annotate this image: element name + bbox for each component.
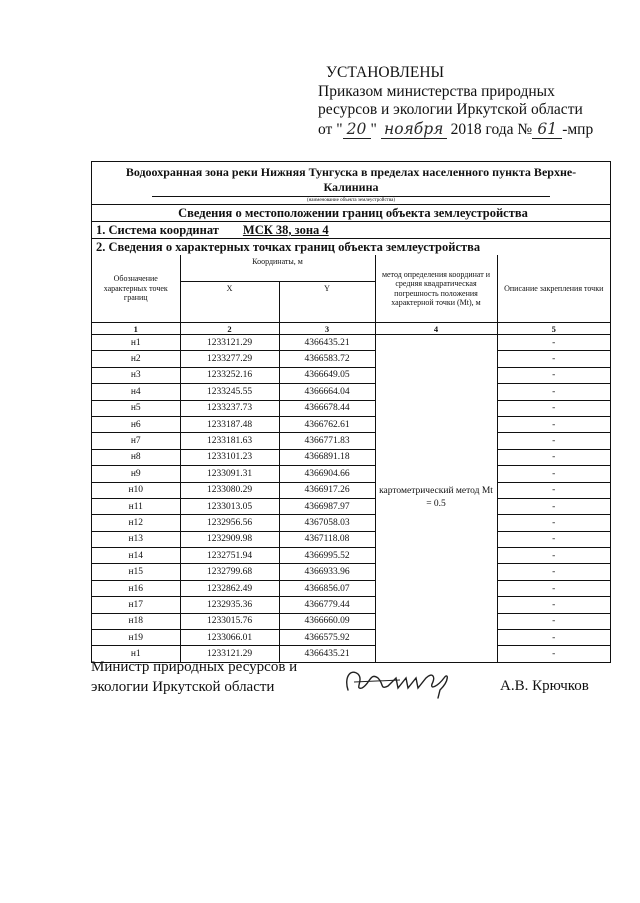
table-row bbox=[92, 416, 610, 432]
signer-position-line-2: экологии Иркутской области bbox=[91, 679, 275, 695]
desc-cell: - bbox=[497, 433, 610, 449]
desc-cell: - bbox=[497, 466, 610, 482]
y-cell: 4366917.26 bbox=[279, 482, 375, 498]
handwritten-month: ноября bbox=[381, 120, 447, 140]
point-cell: н1 bbox=[92, 646, 180, 662]
table-row bbox=[92, 384, 610, 400]
point-cell: н7 bbox=[92, 433, 180, 449]
col-header-y: Y bbox=[279, 282, 375, 323]
x-cell: 1232935.36 bbox=[180, 597, 279, 613]
x-cell: 1233252.16 bbox=[180, 367, 279, 383]
y-cell: 4366435.21 bbox=[279, 646, 375, 662]
desc-cell: - bbox=[497, 597, 610, 613]
boundary-info-form bbox=[91, 161, 611, 663]
col-header-desc: Описание закрепления точки bbox=[497, 255, 610, 323]
desc-cell: - bbox=[497, 498, 610, 514]
point-cell: н16 bbox=[92, 580, 180, 596]
x-cell: 1233091.31 bbox=[180, 466, 279, 482]
x-cell: 1233121.29 bbox=[180, 646, 279, 662]
object-title: Водоохранная зона реки Нижняя Тунгуска в пределах населенного пункта Верхне-Калинина bbox=[125, 165, 577, 194]
x-cell: 1233237.73 bbox=[180, 400, 279, 416]
x-cell: 1233066.01 bbox=[180, 630, 279, 646]
order-suffix: -мпр bbox=[562, 120, 594, 138]
table-row bbox=[92, 466, 610, 482]
table-row bbox=[92, 351, 610, 367]
desc-cell: - bbox=[497, 548, 610, 564]
point-cell: н2 bbox=[92, 351, 180, 367]
y-cell: 4366678.44 bbox=[279, 400, 375, 416]
signer-position-line-1: Министр природных ресурсов и bbox=[91, 659, 298, 675]
desc-cell: - bbox=[497, 482, 610, 498]
signer-position bbox=[91, 657, 297, 697]
col-header-method: метод определения координат и средняя квадратическая погрешность положения характерной точки (Mt), м bbox=[375, 255, 497, 323]
table-row bbox=[92, 498, 610, 514]
signer-name: А.В. Крючков bbox=[500, 678, 589, 694]
desc-cell: - bbox=[497, 531, 610, 547]
y-cell: 4366762.61 bbox=[279, 416, 375, 432]
table-row bbox=[92, 335, 610, 351]
point-cell: н6 bbox=[92, 416, 180, 432]
desc-cell: - bbox=[497, 613, 610, 629]
x-cell: 1233013.05 bbox=[180, 498, 279, 514]
date-mid: " bbox=[370, 120, 377, 138]
table-row bbox=[92, 548, 610, 564]
x-cell: 1232862.49 bbox=[180, 580, 279, 596]
point-cell: н1 bbox=[92, 335, 180, 351]
point-cell: н3 bbox=[92, 367, 180, 383]
x-cell: 1233277.29 bbox=[180, 351, 279, 367]
point-cell: н10 bbox=[92, 482, 180, 498]
col-header-x: X bbox=[180, 282, 279, 323]
x-cell: 1233080.29 bbox=[180, 482, 279, 498]
table-row bbox=[92, 367, 610, 383]
section-heading: Сведения о местоположении границ объекта землеустройства bbox=[92, 204, 610, 221]
x-cell: 1232751.94 bbox=[180, 548, 279, 564]
points-table bbox=[92, 255, 610, 662]
point-cell: н8 bbox=[92, 449, 180, 465]
desc-cell: - bbox=[497, 646, 610, 662]
col-index-2: 2 bbox=[180, 323, 279, 335]
y-cell: 4366933.96 bbox=[279, 564, 375, 580]
point-cell: н18 bbox=[92, 613, 180, 629]
handwritten-order-number: 61 bbox=[532, 120, 562, 140]
y-cell: 4366660.09 bbox=[279, 613, 375, 629]
y-cell: 4366856.07 bbox=[279, 580, 375, 596]
coordinate-system-label: 1. Система координат bbox=[96, 223, 219, 237]
x-cell: 1232799.68 bbox=[180, 564, 279, 580]
desc-cell: - bbox=[497, 351, 610, 367]
y-cell: 4366891.18 bbox=[279, 449, 375, 465]
y-cell: 4366435.21 bbox=[279, 335, 375, 351]
desc-cell: - bbox=[497, 449, 610, 465]
x-cell: 1233121.29 bbox=[180, 335, 279, 351]
y-cell: 4366771.83 bbox=[279, 433, 375, 449]
handwritten-signature bbox=[340, 660, 460, 700]
col-index-1: 1 bbox=[92, 323, 180, 335]
table-row bbox=[92, 613, 610, 629]
table-row bbox=[92, 564, 610, 580]
desc-cell: - bbox=[497, 335, 610, 351]
point-cell: н15 bbox=[92, 564, 180, 580]
object-title-caption: (наименование объекта землеустройства) bbox=[152, 196, 550, 204]
y-cell: 4366779.44 bbox=[279, 597, 375, 613]
col-index-3: 3 bbox=[279, 323, 375, 335]
col-header-point: Обозначение характерных точек границ bbox=[92, 255, 180, 323]
point-cell: н5 bbox=[92, 400, 180, 416]
points-heading: 2. Сведения о характерных точках границ объекта землеустройства bbox=[92, 238, 610, 255]
y-cell: 4367118.08 bbox=[279, 531, 375, 547]
coordinate-system-row bbox=[92, 221, 610, 238]
y-cell: 4366904.66 bbox=[279, 466, 375, 482]
approval-heading: УСТАНОВЛЕНЫ bbox=[326, 64, 445, 81]
date-prefix: от " bbox=[318, 120, 343, 138]
y-cell: 4366987.97 bbox=[279, 498, 375, 514]
col-header-coords: Координаты, м bbox=[180, 255, 375, 282]
y-cell: 4366583.72 bbox=[279, 351, 375, 367]
desc-cell: - bbox=[497, 580, 610, 596]
table-row bbox=[92, 580, 610, 596]
table-row bbox=[92, 531, 610, 547]
method-cell: картометрический метод Mt = 0.5 bbox=[375, 335, 497, 662]
y-cell: 4366575.92 bbox=[279, 630, 375, 646]
point-cell: н11 bbox=[92, 498, 180, 514]
point-cell: н13 bbox=[92, 531, 180, 547]
point-cell: н14 bbox=[92, 548, 180, 564]
y-cell: 4366649.05 bbox=[279, 367, 375, 383]
handwritten-day: 20 bbox=[343, 120, 371, 140]
approval-line-3: ресурсов и экологии Иркутской области bbox=[318, 101, 583, 118]
desc-cell: - bbox=[497, 630, 610, 646]
x-cell: 1233187.48 bbox=[180, 416, 279, 432]
x-cell: 1233245.55 bbox=[180, 384, 279, 400]
coordinate-system-value: МСК 38, зона 4 bbox=[242, 223, 329, 237]
x-cell: 1233181.63 bbox=[180, 433, 279, 449]
y-cell: 4366995.52 bbox=[279, 548, 375, 564]
approval-line-2: Приказом министерства природных bbox=[318, 82, 555, 100]
x-cell: 1232909.98 bbox=[180, 531, 279, 547]
col-index-5: 5 bbox=[497, 323, 610, 335]
table-row bbox=[92, 400, 610, 416]
approval-date-line bbox=[318, 120, 618, 140]
table-row bbox=[92, 433, 610, 449]
x-cell: 1233015.76 bbox=[180, 613, 279, 629]
table-row bbox=[92, 630, 610, 646]
table-row bbox=[92, 482, 610, 498]
point-cell: н19 bbox=[92, 630, 180, 646]
desc-cell: - bbox=[497, 367, 610, 383]
desc-cell: - bbox=[497, 416, 610, 432]
table-row bbox=[92, 597, 610, 613]
approval-block bbox=[318, 64, 618, 139]
desc-cell: - bbox=[497, 400, 610, 416]
desc-cell: - bbox=[497, 564, 610, 580]
x-cell: 1232956.56 bbox=[180, 515, 279, 531]
point-cell: н4 bbox=[92, 384, 180, 400]
y-cell: 4366664.04 bbox=[279, 384, 375, 400]
desc-cell: - bbox=[497, 384, 610, 400]
table-row bbox=[92, 515, 610, 531]
point-cell: н9 bbox=[92, 466, 180, 482]
x-cell: 1233101.23 bbox=[180, 449, 279, 465]
desc-cell: - bbox=[497, 515, 610, 531]
point-cell: н17 bbox=[92, 597, 180, 613]
table-row bbox=[92, 449, 610, 465]
point-cell: н12 bbox=[92, 515, 180, 531]
col-index-4: 4 bbox=[375, 323, 497, 335]
y-cell: 4367058.03 bbox=[279, 515, 375, 531]
date-suffix: 2018 года № bbox=[450, 120, 533, 138]
